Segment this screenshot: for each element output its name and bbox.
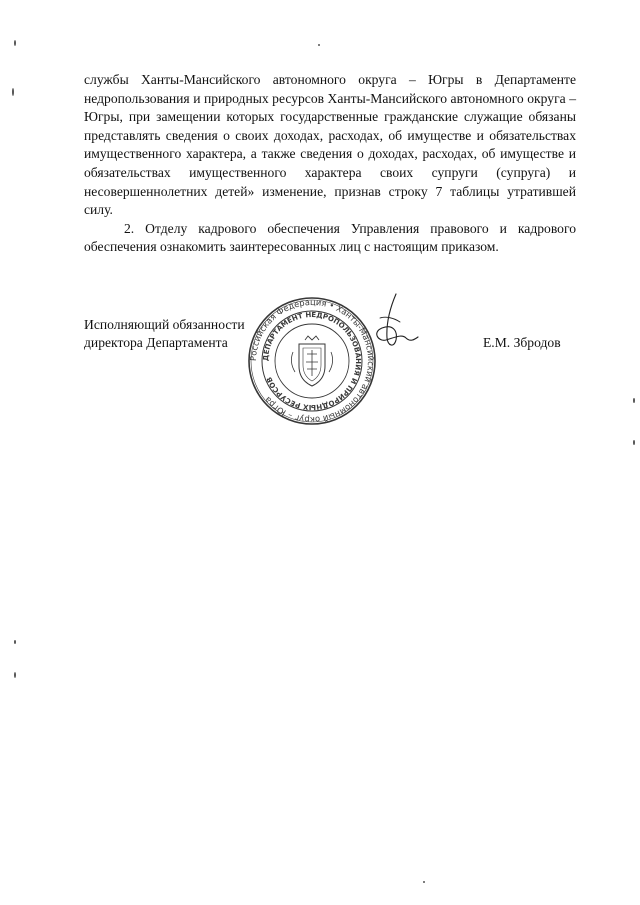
seal-inner-lettering: ДЕПАРТАМЕНТ НЕДРОПОЛЬЗОВАНИЯ И ПРИРОДНЫХ РЕСУРСОВ <box>261 310 363 412</box>
seal-outer-lettering: Российская Федерация • Ханты-Мансийский автономный округ – Югра <box>247 296 377 426</box>
handwritten-signature <box>356 288 426 358</box>
signatory-role-line-2: директора Департамента <box>84 335 228 350</box>
paragraph-2: 2. Отделу кадрового обеспечения Управления правового и кадрового обеспечения ознакомить заинтересованных лиц с настоящим приказом. <box>84 220 576 255</box>
scan-speck <box>633 398 635 403</box>
scan-speck <box>318 44 320 46</box>
document-body <box>84 71 576 257</box>
scan-speck <box>12 88 14 96</box>
paragraph-1: службы Ханты-Мансийского автономного округа – Югры в Департаменте недропользования и природных ресурсов Ханты-Мансийского автономного округа – Югры, при замещении которых государственные гражданские служащие обязаны представлять сведения о своих доходах, расходах, об имуществе и обязательствах имущественного характера, а также сведения о доходах, расходах, об имуществе и обязательствах имущественного характера своих супруги (супруга) и несовершеннолетних детей» изменение, признав строку 7 таблицы утратившей силу. <box>84 72 576 218</box>
scan-speck <box>14 672 16 678</box>
signatory-role-line-1: Исполняющий обязанности <box>84 317 245 332</box>
scan-speck <box>14 640 16 644</box>
coat-of-arms-icon <box>291 336 332 386</box>
scan-speck <box>423 881 425 883</box>
signatory-name: Е.М. Збродов <box>483 335 561 350</box>
scan-speck <box>14 40 16 46</box>
scan-speck <box>633 440 635 445</box>
signatory-role <box>84 316 245 352</box>
